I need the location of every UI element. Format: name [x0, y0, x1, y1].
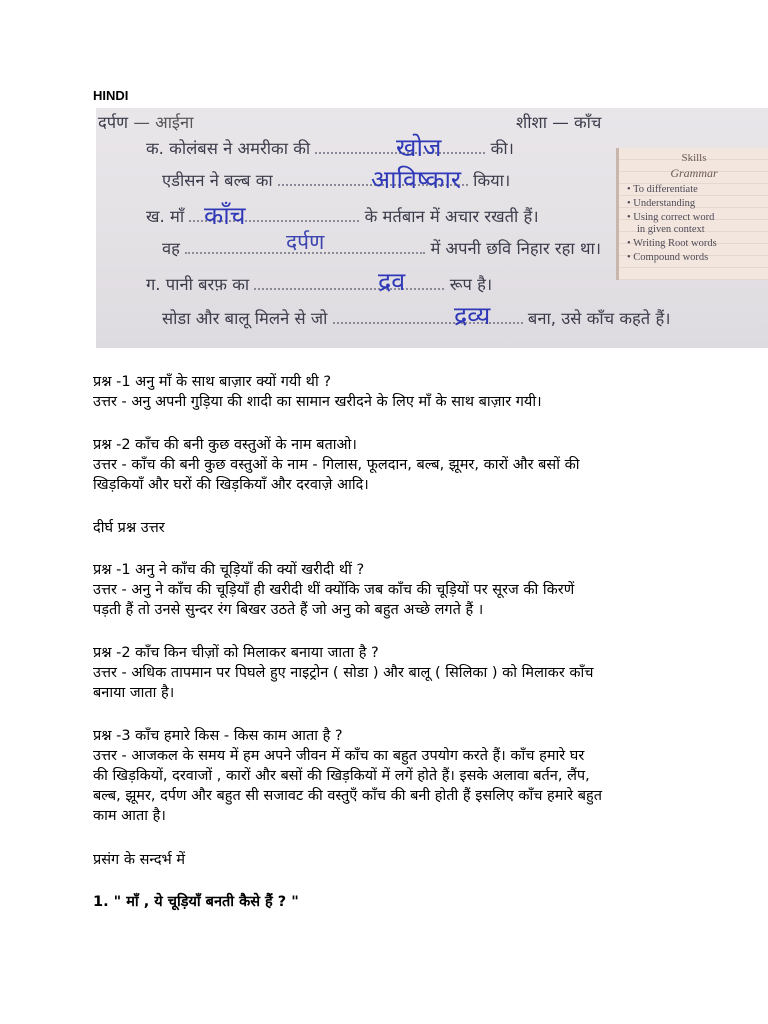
skills-item: • Compound words [627, 252, 709, 263]
photo-line: ख. माँ के मर्तबान में अचार रखती हैं। [146, 207, 539, 226]
skills-subtitle: Grammar [670, 166, 718, 180]
handwritten-answer: काँच [204, 201, 246, 230]
handwritten-answer: द्रव्य [454, 301, 491, 330]
skills-box [616, 148, 768, 280]
question-2: प्रश्न -2 काँच की बनी कुछ वस्तुओं के नाम बताओ। [93, 437, 357, 453]
photo-line: एडीसन ने बल्ब का किया। [162, 171, 511, 190]
answer-1: उत्तर - अनु अपनी गुड़िया की शादी का सामान खरीदने के लिए माँ के साथ बाज़ार गयी। [93, 394, 542, 410]
section-heading-long-answers: दीर्घ प्रश्न उत्तर [93, 520, 165, 536]
long-answer-3-line-4: काम आता है। [93, 808, 166, 824]
skills-item: • To differentiate [627, 184, 698, 195]
skills-title: Skills [681, 152, 707, 164]
context-question-1: 1. " माँ , ये चूड़ियाँ बनती कैसे हैं ? " [93, 894, 299, 910]
subject-heading: HINDI [93, 88, 129, 103]
long-answer-1-line-1: उत्तर - अनु ने काँच की चूड़ियाँ ही खरीदी थीं क्योंकि जब काँच की चूड़ियों पर सूरज की किरणें [93, 582, 575, 598]
photo-line: क. कोलंबस ने अमरीका की की। [146, 139, 514, 158]
section-heading-context: प्रसंग के सन्दर्भ में [93, 852, 186, 868]
long-question-3: प्रश्न -3 काँच हमारे किस - किस काम आता है ? [93, 728, 343, 744]
handwritten-answer: दर्पण [286, 230, 325, 254]
question-1: प्रश्न -1 अनु माँ के साथ बाज़ार क्यों गयी थी ? [93, 374, 332, 390]
long-question-2: प्रश्न -2 काँच किन चीज़ों को मिलाकर बनाया जाता है ? [93, 645, 379, 661]
photo-header-left: दर्पण — आईना [98, 113, 194, 132]
long-answer-3-line-1: उत्तर - आजकल के समय में हम अपने जीवन में काँच का बहुत उपयोग करते हैं। काँच हमारे घर [93, 748, 585, 764]
photo-line: वह में अपनी छवि निहार रहा था। [162, 239, 602, 258]
skills-item: • Understanding [627, 198, 696, 209]
skills-item: • Using correct word [627, 212, 715, 223]
handwritten-answer: खोज [396, 133, 442, 162]
long-answer-3-line-2: की खिड़कियों, दरवाजों , कारों और बसों की खिड़कियों में लगें होते हैं। इसके अलावा बर्तन, लैंप, [93, 768, 590, 784]
long-question-1: प्रश्न -1 अनु ने काँच की चूड़ियाँ की क्यों खरीदी थीं ? [93, 562, 365, 578]
long-answer-1-line-2: पड़ती हैं तो उनसे सुन्दर रंग बिखर उठते हैं जो अनु को बहुत अच्छे लगते हैं । [93, 602, 484, 618]
long-answer-3-line-3: बल्ब, झूमर, दर्पण और बहुत सी सजावट की वस्तुएँ काँच की बनी होती हैं इसलिए काँच हमारे बहुत [93, 788, 602, 804]
answer-2-line-1: उत्तर - काँच की बनी कुछ वस्तुओं के नाम - गिलास, फूलदान, बल्ब, झूमर, कारों और बसों की [93, 457, 580, 473]
handwritten-answer: आविष्कार [371, 165, 462, 194]
photo-header-right: शीशा — काँच [516, 113, 602, 132]
photo-line: ग. पानी बरफ़ का रूप है। [146, 275, 493, 294]
skills-item: • Writing Root words [627, 238, 717, 249]
textbook-photo [96, 108, 768, 348]
photo-line: सोडा और बालू मिलने से जो बना, उसे काँच कहते हैं। [162, 309, 671, 328]
handwritten-answer: द्रव [378, 267, 406, 296]
answer-2-line-2: खिड़कियाँ और घरों की खिड़कियाँ और दरवाज़े आदि। [93, 477, 369, 493]
long-answer-2-line-1: उत्तर - अधिक तापमान पर पिघले हुए नाइट्रोन ( सोडा ) और बालू ( सिलिका ) को मिलाकर काँच [93, 665, 594, 681]
long-answer-2-line-2: बनाया जाता है। [93, 685, 175, 701]
skills-item: in given context [637, 224, 705, 235]
